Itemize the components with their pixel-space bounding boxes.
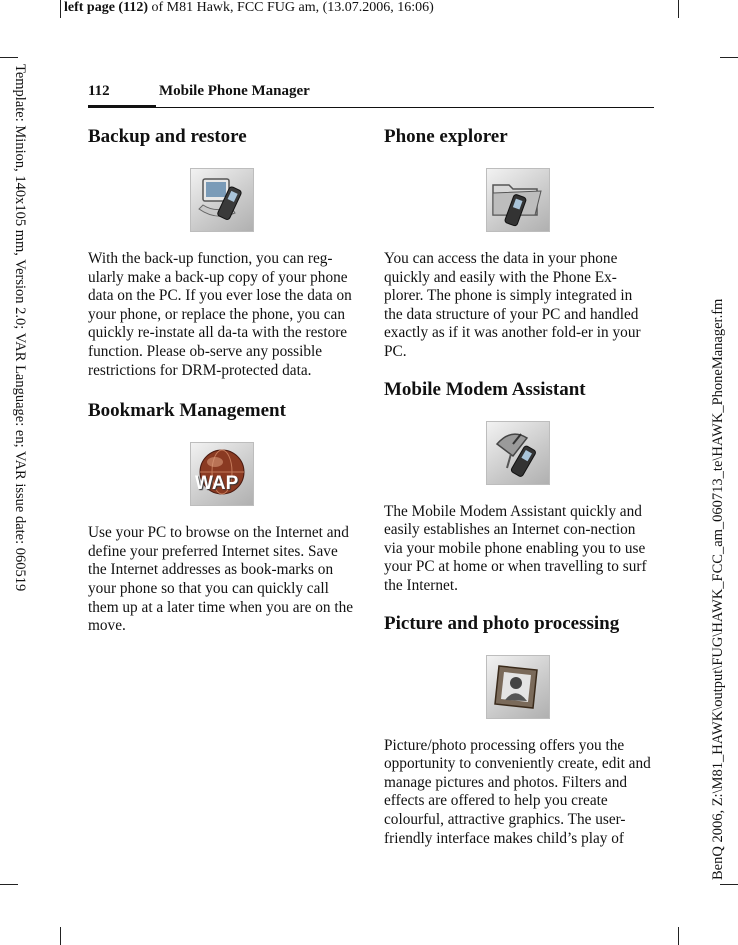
section-backup: [88, 124, 356, 380]
section-body: With the back-up function, you can reg-ularly make a back-up copy of your phone data on the PC. If you ever lose the data on your phone, or replace the phone, you can quickly re-instate all da-ta with the restore function. Please ob-serve any possible restrictions for DRM-protected data.: [88, 250, 352, 379]
crop-mark: [720, 57, 738, 58]
section-title: Backup and restore: [88, 126, 247, 147]
page-header: [88, 83, 654, 109]
section-title: Picture and photo processing: [384, 612, 620, 634]
pc-phone-icon: [190, 168, 254, 232]
crop-mark: [720, 884, 738, 885]
section-body: Use your PC to browse on the Internet and define your preferred Internet sites. Save the Internet addresses as book-marks on your phone so that you can quickly call them up at a later time when you are on the move.: [88, 524, 354, 635]
section-picture: [384, 611, 652, 849]
print-meta-bold: left page (112): [64, 0, 148, 15]
folder-phone-icon: [486, 168, 550, 232]
section-body: Picture/photo processing offers you the opportunity to conveniently create, edit and manage pictures and photos. Filters and effects are offered to help you create colourful, attractive graphics. The user-friendly interface makes child’s play of: [384, 736, 651, 847]
section-title: Bookmark Management: [88, 400, 286, 422]
right-column: [384, 124, 652, 848]
right-margin-file-path: BenQ 2006, Z:\M81_HAWK\output\FUG\HAWK_FCC_am_060713_te\HAWK_PhoneManager.fm: [710, 298, 726, 880]
left-margin-template-text: Template: Minion, 140x105 mm, Version 2.0; VAR Language: en; VAR issue date: 060519: [12, 64, 28, 592]
section-title: Phone explorer: [384, 126, 508, 147]
page-number: 112: [88, 83, 110, 99]
running-title: Mobile Phone Manager: [159, 83, 310, 99]
section-body: You can access the data in your phone quickly and easily with the Phone Ex-plorer. The phone is simply integrated in the data structure of your PC and handled exactly as if it was another fold-er in your PC.: [384, 250, 641, 360]
crop-mark: [60, 0, 61, 18]
wap-label: WAP: [195, 473, 239, 495]
section-bookmark: [88, 398, 356, 636]
header-rule: [88, 107, 654, 108]
print-meta-line: [64, 0, 434, 16]
section-modem: [384, 377, 652, 596]
crop-mark: [60, 927, 61, 945]
crop-mark: [0, 884, 18, 885]
crop-mark: [678, 927, 679, 945]
photo-frame-icon: [486, 655, 550, 719]
section-explorer: [384, 124, 652, 362]
crop-mark: [0, 57, 18, 58]
satellite-phone-icon: [486, 421, 550, 485]
section-title: Mobile Modem Assistant: [384, 378, 586, 400]
wap-globe-icon: [190, 442, 254, 506]
crop-mark: [678, 0, 679, 18]
print-meta-rest: of M81 Hawk, FCC FUG am, (13.07.2006, 16:06): [147, 0, 434, 15]
left-column: [88, 124, 356, 636]
section-body: The Mobile Modem Assistant quickly and easily establishes an Internet con-nection via your mobile phone enabling you to use your PC at home or when travelling to surf the Internet.: [384, 502, 647, 594]
